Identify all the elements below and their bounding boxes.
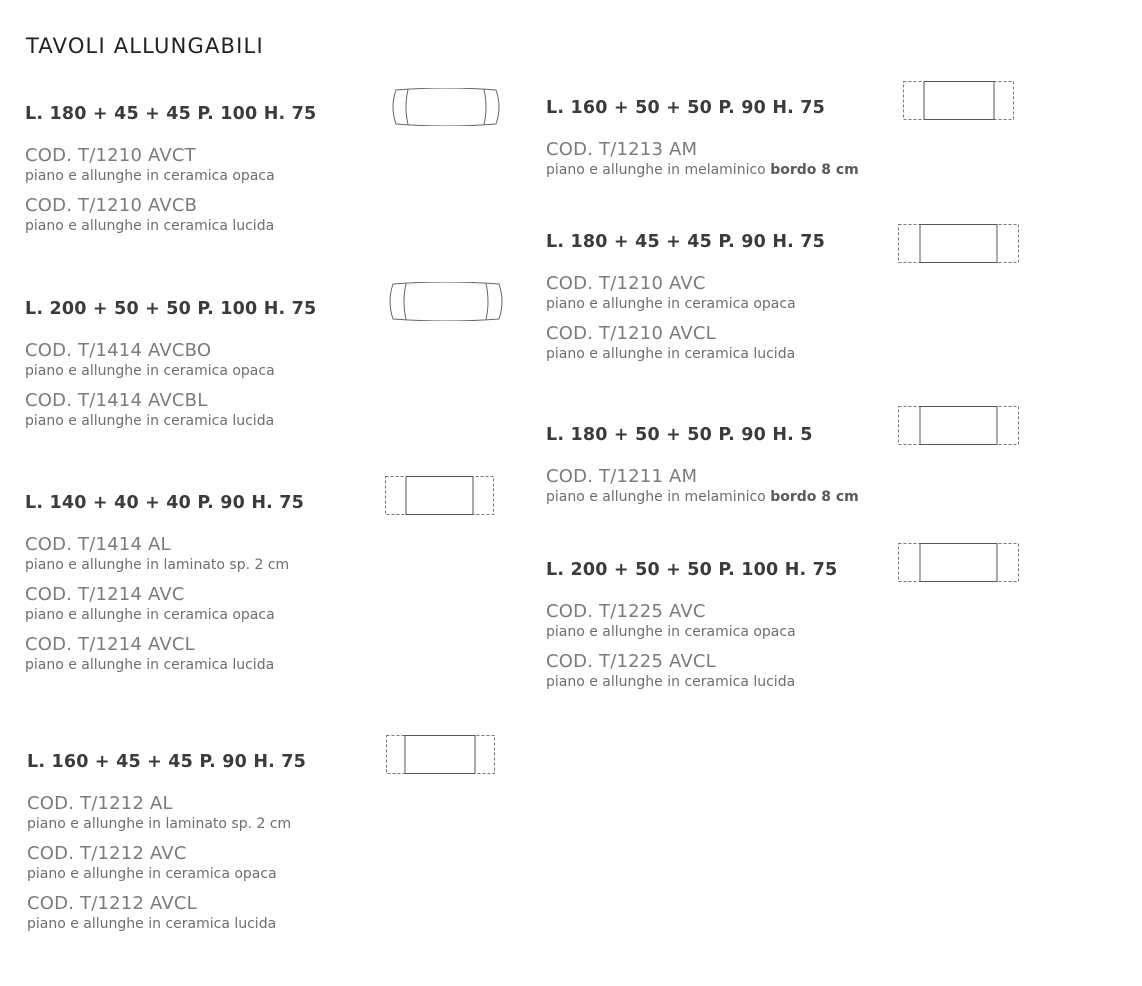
product-entry — [25, 534, 304, 573]
product-code: COD. T/1212 AVCL — [27, 893, 197, 914]
product-entry — [27, 843, 306, 882]
product-entry — [546, 323, 825, 362]
rectangular-extendable-table-icon — [898, 543, 1020, 583]
product-code: COD. T/1225 AVCL — [546, 651, 716, 672]
product-block — [546, 232, 825, 362]
product-description: piano e allunghe in laminato sp. 2 cm — [27, 816, 292, 832]
product-code: COD. T/1210 AVCL — [546, 323, 716, 344]
product-description — [546, 162, 859, 178]
dimensions-heading: L. 180 + 45 + 45 P. 100 H. 75 — [25, 104, 317, 124]
product-description: piano e allunghe in laminato sp. 2 cm — [25, 557, 290, 573]
product-description: piano e allunghe in ceramica opaca — [546, 296, 796, 312]
product-code: COD. T/1210 AVCT — [25, 145, 196, 166]
oval-extendable-table-icon — [388, 88, 504, 126]
oval-extendable-table-icon — [385, 282, 507, 321]
product-description: piano e allunghe in ceramica opaca — [25, 607, 275, 623]
product-entry — [25, 145, 316, 184]
dimensions-heading: L. 200 + 50 + 50 P. 100 H. 75 — [25, 299, 317, 319]
product-entry — [25, 634, 304, 673]
product-entry — [546, 273, 825, 312]
product-block — [546, 425, 859, 505]
product-entry — [546, 466, 859, 505]
product-code: COD. T/1210 AVC — [546, 273, 706, 294]
product-description: piano e allunghe in ceramica lucida — [25, 413, 275, 429]
dimensions-heading: L. 160 + 50 + 50 P. 90 H. 75 — [546, 98, 826, 118]
product-code: COD. T/1225 AVC — [546, 601, 706, 622]
product-code: COD. T/1210 AVCB — [25, 195, 198, 216]
product-block — [25, 299, 316, 429]
product-description: piano e allunghe in ceramica opaca — [27, 866, 277, 882]
product-entry — [25, 390, 316, 429]
product-block — [25, 493, 304, 673]
product-entry — [25, 584, 304, 623]
product-description: piano e allunghe in ceramica lucida — [546, 674, 796, 690]
rectangular-extendable-table-icon — [903, 81, 1015, 121]
rectangular-extendable-table-icon — [898, 224, 1020, 264]
description-bold-text: bordo 8 cm — [770, 489, 859, 505]
product-entry — [27, 893, 306, 932]
dimensions-heading: L. 140 + 40 + 40 P. 90 H. 75 — [25, 493, 305, 513]
dimensions-heading: L. 200 + 50 + 50 P. 100 H. 75 — [546, 560, 838, 580]
product-description — [546, 489, 859, 505]
description-bold-text: bordo 8 cm — [770, 162, 859, 178]
product-description: piano e allunghe in ceramica lucida — [546, 346, 796, 362]
product-description: piano e allunghe in ceramica opaca — [546, 624, 796, 640]
product-entry — [25, 340, 316, 379]
product-description: piano e allunghe in ceramica opaca — [25, 168, 275, 184]
product-entry — [25, 195, 316, 234]
rectangular-extendable-table-icon — [386, 735, 496, 775]
page-title: TAVOLI ALLUNGABILI — [26, 34, 264, 58]
description-text: piano e allunghe in melaminico — [546, 162, 766, 178]
product-block — [27, 752, 306, 932]
product-entry — [546, 651, 837, 690]
product-entry — [27, 793, 306, 832]
product-code: COD. T/1214 AVCL — [25, 634, 195, 655]
dimensions-heading: L. 180 + 45 + 45 P. 90 H. 75 — [546, 232, 826, 252]
product-block — [25, 104, 316, 234]
product-code: COD. T/1214 AVC — [25, 584, 185, 605]
product-description: piano e allunghe in ceramica lucida — [27, 916, 277, 932]
product-entry — [546, 601, 837, 640]
dimensions-heading: L. 180 + 50 + 50 P. 90 H. 5 — [546, 425, 813, 445]
product-code: COD. T/1414 AVCBL — [25, 390, 208, 411]
product-code: COD. T/1211 AM — [546, 466, 698, 487]
product-code: COD. T/1414 AL — [25, 534, 171, 555]
dimensions-heading: L. 160 + 45 + 45 P. 90 H. 75 — [27, 752, 307, 772]
product-code: COD. T/1212 AL — [27, 793, 173, 814]
rectangular-extendable-table-icon — [385, 476, 495, 516]
product-block — [546, 560, 837, 690]
rectangular-extendable-table-icon — [898, 406, 1020, 446]
description-text: piano e allunghe in melaminico — [546, 489, 766, 505]
product-description: piano e allunghe in ceramica opaca — [25, 363, 275, 379]
product-description: piano e allunghe in ceramica lucida — [25, 657, 275, 673]
product-block — [546, 98, 859, 178]
product-code: COD. T/1212 AVC — [27, 843, 187, 864]
product-code: COD. T/1414 AVCBO — [25, 340, 212, 361]
product-code: COD. T/1213 AM — [546, 139, 698, 160]
product-entry — [546, 139, 859, 178]
product-description: piano e allunghe in ceramica lucida — [25, 218, 275, 234]
